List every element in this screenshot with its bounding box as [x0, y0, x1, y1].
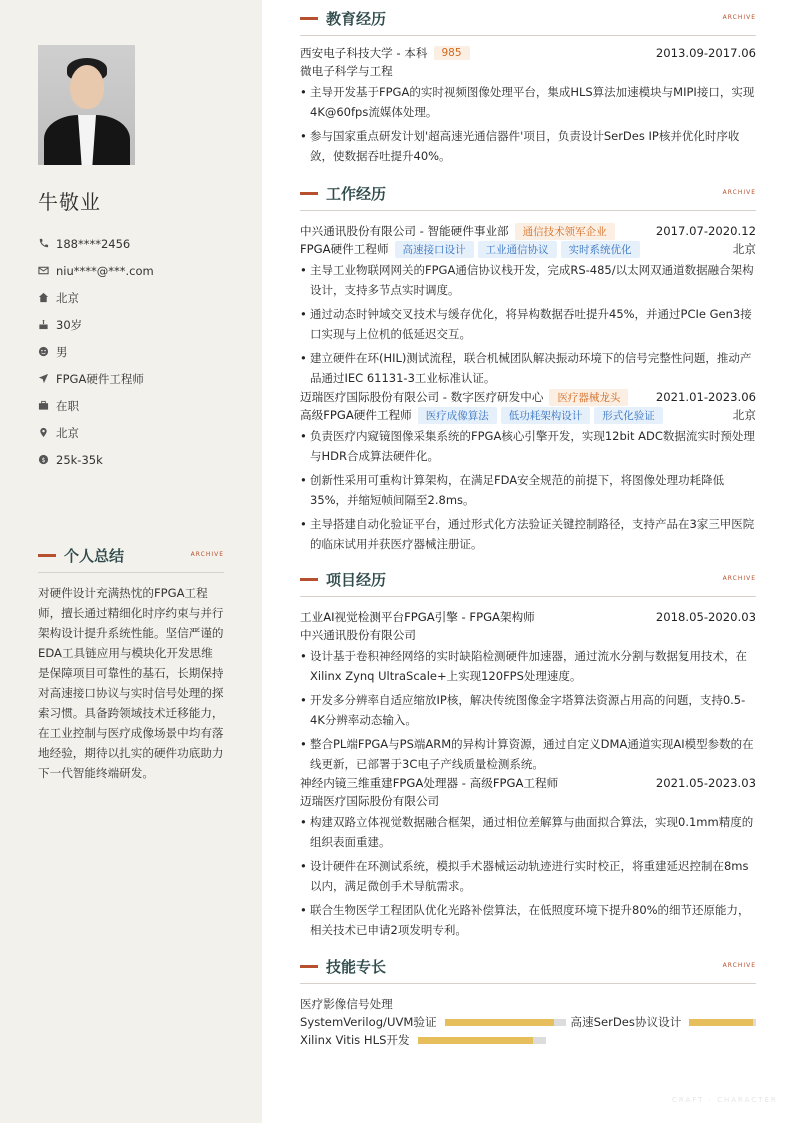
- projects-section: [300, 569, 756, 944]
- company-badge: 通信技术领军企业: [515, 223, 615, 240]
- archive-label: ARCHIVE: [722, 962, 756, 969]
- profile-photo: [38, 45, 135, 165]
- skills-title: 技能专长: [326, 958, 387, 976]
- section-accent-bar: [300, 192, 318, 195]
- money-icon: [38, 454, 49, 465]
- job-role: 高级FPGA硬件工程师: [300, 408, 412, 422]
- contact-info-list: [38, 230, 238, 473]
- archive-label: ARCHIVE: [722, 189, 756, 196]
- list-item: • 创新性采用可重构计算架构，在满足FDA安全规范的前提下，将图像处理功耗降低35%，并缩短帧间隔至2.8ms。: [300, 470, 756, 510]
- svg-text:$: $: [41, 455, 46, 464]
- skill-bar-fill: [445, 1019, 555, 1026]
- summary-title: 个人总结: [64, 547, 125, 565]
- info-phone: [38, 230, 238, 257]
- job-date: 2017.07-2020.12: [655, 224, 756, 238]
- position-text: FPGA硬件工程师: [56, 371, 144, 386]
- age-text: 30岁: [56, 317, 83, 332]
- list-item: • 构建双路立体视觉数据融合框架，通过相位差解算与曲面拟合算法，实现0.1mm精度的组织表面重建。: [300, 812, 756, 852]
- location-text: 北京: [56, 425, 79, 440]
- education-section: [300, 8, 756, 170]
- project-entry: [300, 608, 756, 774]
- job-city: 北京: [732, 408, 756, 422]
- archive-label: ARCHIVE: [722, 575, 756, 582]
- archive-label: ARCHIVE: [190, 551, 224, 558]
- skill-name: SystemVerilog/UVM验证: [300, 1015, 437, 1029]
- major-row: [300, 62, 756, 80]
- education-date: 2013.09-2017.06: [655, 46, 756, 60]
- info-salary: [38, 446, 238, 473]
- job-role-row: [300, 240, 756, 258]
- major-name: 微电子科学与工程: [300, 64, 393, 78]
- project-org: 迈瑞医疗国际股份有限公司: [300, 794, 440, 808]
- list-item: • 主导开发基于FPGA的实时视频图像处理平台，集成HLS算法加速模块与MIPI接口，实现4K@60fps流媒体处理。: [300, 82, 756, 122]
- skill-name: 医疗影像信号处理: [300, 997, 393, 1011]
- education-row: [300, 44, 756, 62]
- education-header: [300, 8, 756, 36]
- skill-tag: 医疗成像算法: [418, 407, 497, 424]
- email-text: niu****@***.com: [56, 263, 154, 278]
- job-bullets: [300, 260, 756, 388]
- info-age: [38, 311, 238, 338]
- project-name: 工业AI视觉检测平台FPGA引擎 - FPGA架构师: [300, 610, 535, 624]
- work-title: 工作经历: [326, 185, 387, 203]
- school-name: 西安电子科技大学 - 本科: [300, 46, 428, 60]
- list-item: • 参与国家重点研发计划'超高速光通信器件'项目，负责设计SerDes IP核并优化时序收敛，使数据吞吐提升40%。: [300, 126, 756, 166]
- job-entry: [300, 388, 756, 554]
- project-bullets: [300, 812, 756, 940]
- project-name: 神经内镜三维重建FPGA处理器 - 高级FPGA工程师: [300, 776, 559, 790]
- cake-icon: [38, 319, 49, 330]
- project-date: 2021.05-2023.03: [655, 776, 756, 790]
- job-city: 北京: [732, 242, 756, 256]
- skills-header: [300, 956, 756, 984]
- projects-header: [300, 569, 756, 597]
- skill-tag: 工业通信协议: [478, 241, 557, 258]
- school-tag: 985: [434, 46, 470, 60]
- info-email: [38, 257, 238, 284]
- list-item: • 整合PL端FPGA与PS端ARM的异构计算资源，通过自定义DMA通道实现AI模型参数的在线更新，已部署于3C电子产线质量检测系统。: [300, 734, 756, 774]
- company-badge: 医疗器械龙头: [549, 389, 628, 406]
- send-icon: [38, 373, 49, 384]
- project-name-row: [300, 774, 756, 792]
- user-icon: [38, 346, 49, 357]
- location-icon: [38, 427, 49, 438]
- skill-bar-track: [445, 1019, 567, 1026]
- skill-tag: 实时系统优化: [561, 241, 640, 258]
- list-item: • 建立硬件在环(HIL)测试流程，联合机械团队解决振动环境下的信号完整性问题，推动产品通过IEC 61131-3工业标准认证。: [300, 348, 756, 388]
- skill-row: [300, 1013, 756, 1031]
- info-position: [38, 365, 238, 392]
- info-gender: [38, 338, 238, 365]
- section-accent-bar: [300, 578, 318, 581]
- list-item: • 设计硬件在环测试系统，模拟手术器械运动轨迹进行实时校正，将重建延迟控制在8ms以内，满足微创手术导航需求。: [300, 856, 756, 896]
- work-section: [300, 183, 756, 558]
- job-entry: [300, 222, 756, 388]
- job-role-row: [300, 406, 756, 424]
- archive-label: ARCHIVE: [722, 14, 756, 21]
- job-date: 2021.01-2023.06: [655, 390, 756, 404]
- summary-header: [38, 545, 224, 573]
- skill-bar-fill: [689, 1019, 752, 1026]
- skill-bar-track: [689, 1019, 756, 1026]
- phone-text: 188****2456: [56, 236, 131, 251]
- gender-text: 男: [56, 344, 68, 359]
- skills-section: [300, 956, 756, 1049]
- list-item: • 主导搭建自动化验证平台，通过形式化方法验证关键控制路径，支持产品在3家三甲医院的临床试用并获医疗器械注册证。: [300, 514, 756, 554]
- job-company-row: [300, 222, 756, 240]
- project-org: 中兴通讯股份有限公司: [300, 628, 416, 642]
- job-company-row: [300, 388, 756, 406]
- skill-first-row: [300, 995, 756, 1013]
- summary-text: 对硬件设计充满热忱的FPGA工程师，擅长通过精细化时序约束与并行架构设计提升系统性能。坚信严谨的EDA工具链应用与模块化开发思维是保障项目可靠性的基石，长期保持对高速接口协议与实时信号处理的探索习惯。具备跨领域技术迁移能力，在工业控制与医疗成像场景中均有落地经验，期待以扎实的硬件功底助力下一代智能终端研发。: [38, 586, 224, 780]
- candidate-name: 牛敬业: [38, 190, 101, 214]
- work-header: [300, 183, 756, 211]
- home-icon: [38, 292, 49, 303]
- section-accent-bar: [38, 554, 56, 557]
- list-item: • 通过动态时钟域交叉技术与缓存优化，将异构数据吞吐提升45%，并通过PCIe Gen3接口实现与上位机的低延迟交互。: [300, 304, 756, 344]
- phone-icon: [38, 238, 49, 249]
- status-text: 在职: [56, 398, 79, 413]
- section-accent-bar: [300, 17, 318, 20]
- skill-row: [300, 1031, 756, 1049]
- job-company: 中兴通讯股份有限公司 - 智能硬件事业部: [300, 224, 509, 238]
- project-date: 2018.05-2020.03: [655, 610, 756, 624]
- project-bullets: [300, 646, 756, 774]
- job-bullets: [300, 426, 756, 554]
- sidebar: [0, 0, 262, 1123]
- info-status: [38, 392, 238, 419]
- list-item: • 设计基于卷积神经网络的实时缺陷检测硬件加速器，通过流水分割与数据复用技术，在Xilinx Zynq UltraScale+上实现120FPS处理速度。: [300, 646, 756, 686]
- list-item: • 负责医疗内窥镜图像采集系统的FPGA核心引擎开发，实现12bit ADC数据流实时预处理与HDR合成算法硬件化。: [300, 426, 756, 466]
- project-entry: [300, 774, 756, 940]
- skill-tag: 形式化验证: [594, 407, 663, 424]
- watermark: CRAFT · CHARACTER: [672, 1096, 778, 1104]
- project-name-row: [300, 608, 756, 626]
- list-item: • 联合生物医学工程团队优化光路补偿算法，在低照度环境下提升80%的细节还原能力，相关技术已申请2项发明专利。: [300, 900, 756, 940]
- project-org-row: [300, 626, 756, 644]
- info-home: [38, 284, 238, 311]
- job-role: FPGA硬件工程师: [300, 242, 389, 256]
- skill-name: 高速SerDes协议设计: [570, 1015, 682, 1029]
- education-bullets: [300, 82, 756, 166]
- job-company: 迈瑞医疗国际股份有限公司 - 数字医疗研发中心: [300, 390, 544, 404]
- skill-name: Xilinx Vitis HLS开发: [300, 1033, 410, 1047]
- list-item: • 开发多分辨率自适应缩放IP核，解决传统图像金字塔算法资源占用高的问题，支持0.5-4K分辨率动态输入。: [300, 690, 756, 730]
- section-accent-bar: [300, 965, 318, 968]
- education-title: 教育经历: [326, 10, 387, 28]
- salary-text: 25k-35k: [56, 452, 103, 467]
- briefcase-icon: [38, 400, 49, 411]
- skill-tag: 低功耗架构设计: [501, 407, 591, 424]
- info-location: [38, 419, 238, 446]
- projects-title: 项目经历: [326, 571, 387, 589]
- list-item: • 主导工业物联网网关的FPGA通信协议栈开发，完成RS-485/以太网双通道数据融合架构设计，支持多节点实时调度。: [300, 260, 756, 300]
- skill-bar-track: [418, 1037, 546, 1044]
- home-text: 北京: [56, 290, 79, 305]
- skill-bar-fill: [418, 1037, 533, 1044]
- skill-tag: 高速接口设计: [395, 241, 474, 258]
- mail-icon: [38, 265, 49, 276]
- project-org-row: [300, 792, 756, 810]
